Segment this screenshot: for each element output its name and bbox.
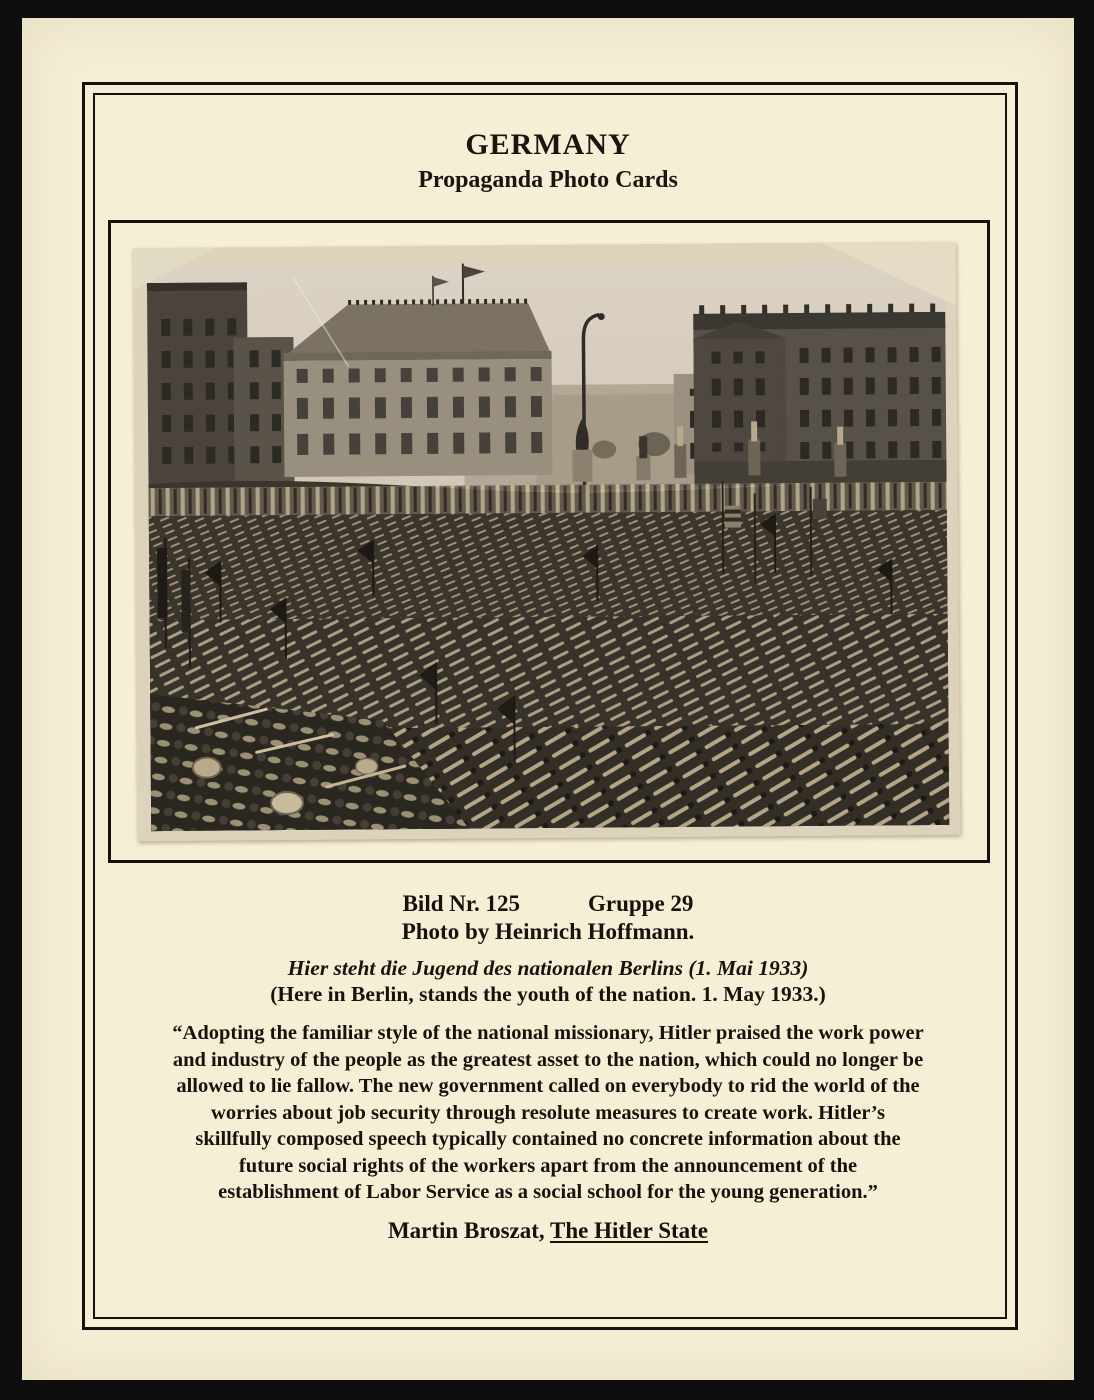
card-title-german: Hier steht die Jugend des nationalen Berlins (1. Mai 1933) <box>287 956 809 980</box>
photographer-credit: Photo by Heinrich Hoffmann. <box>401 919 695 944</box>
page-title: GERMANY <box>465 128 631 161</box>
propaganda-photo <box>133 242 961 841</box>
card-title-english: (Here in Berlin, stands the youth of the nation. 1. May 1933.) <box>270 982 826 1006</box>
quote-line: “Adopting the familiar style of the national missionary, Hitler praised the work power <box>172 1022 924 1044</box>
quote-line: worries about job security through resolute measures to create work. Hitler’s <box>211 1101 885 1124</box>
right-building <box>693 308 946 486</box>
attribution-author: Martin Broszat, <box>387 1217 551 1243</box>
quote-line: skillfully composed speech typically contained no concrete information about the <box>195 1128 901 1150</box>
quote-line: establishment of Labor Service as a social school for the young generation.” <box>218 1181 878 1203</box>
attribution-work-title: The Hitler State <box>550 1217 709 1243</box>
caption-area <box>22 890 1074 1244</box>
photo-card <box>133 242 961 841</box>
card-number-row <box>22 890 1074 918</box>
album-page <box>22 18 1074 1380</box>
quote-line: future social rights of the workers apart from the announcement of the <box>238 1154 858 1177</box>
bild-number: Bild Nr. 125 <box>402 891 520 916</box>
photo-image <box>133 242 961 831</box>
quote-line: allowed to lie fallow. The new government called on everybody to rid the world of the <box>176 1075 920 1097</box>
page-subtitle: Propaganda Photo Cards <box>418 167 678 193</box>
gruppe-number: Gruppe 29 <box>587 891 694 916</box>
historian-quote <box>22 1020 1074 1206</box>
quote-attribution <box>22 1218 1074 1244</box>
quote-line: and industry of the people as the greatest asset to the nation, which could no longer be <box>172 1048 924 1071</box>
page-header <box>22 128 1074 194</box>
